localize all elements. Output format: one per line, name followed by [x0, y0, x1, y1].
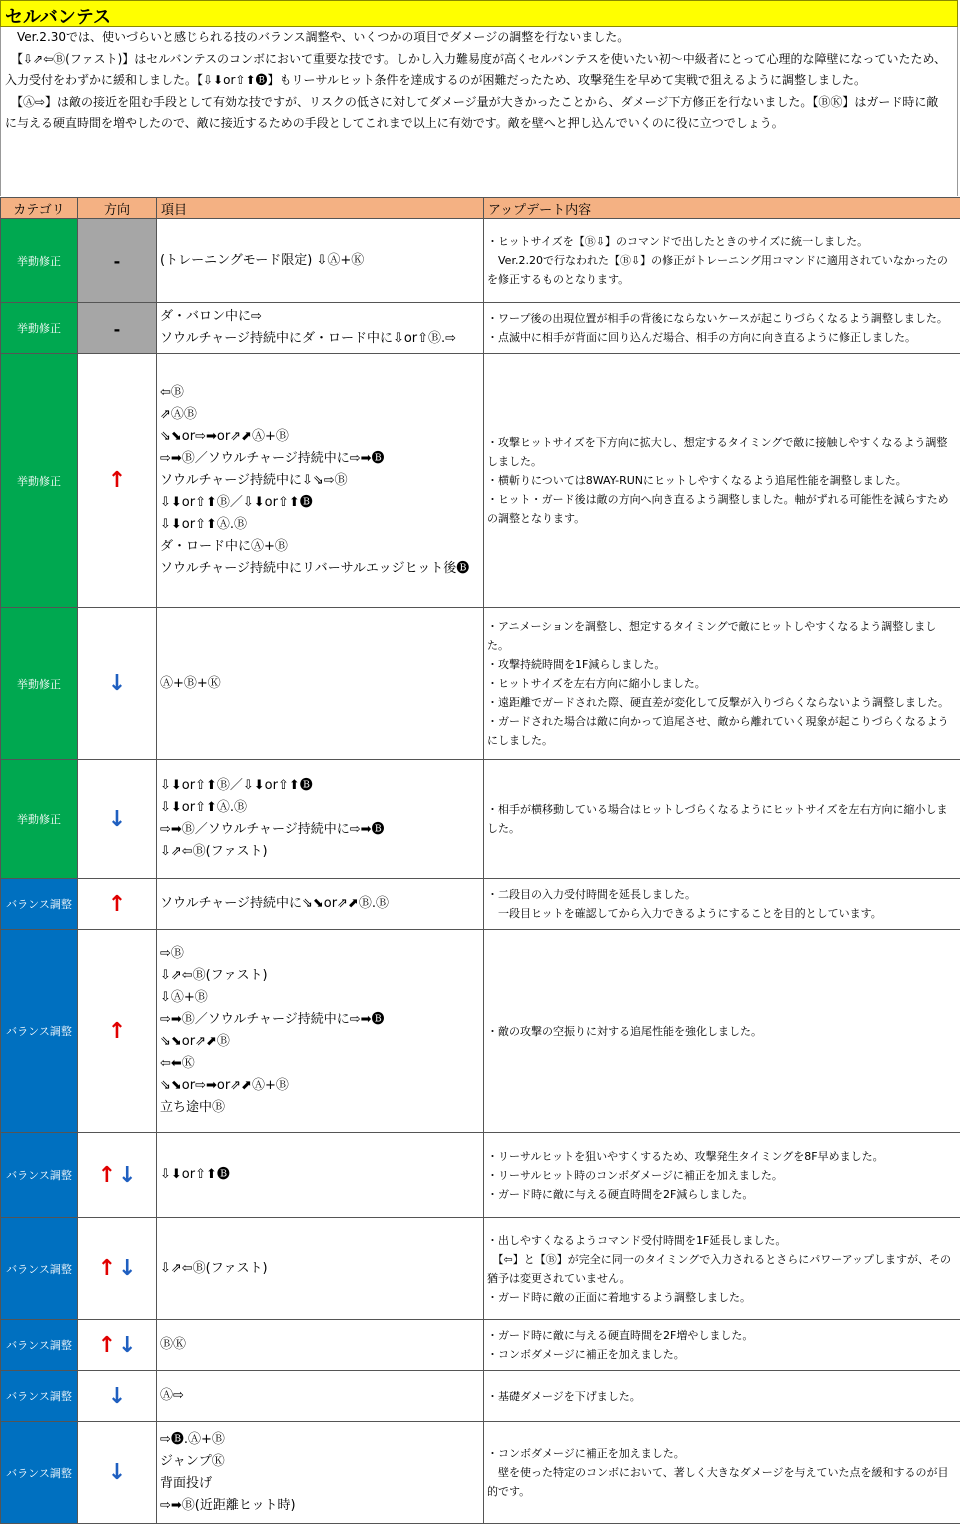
page-title: セルバンテス [5, 7, 112, 28]
category-cell: バランス調整 [1, 930, 78, 1133]
update-cell [484, 1133, 960, 1218]
update-note: 壁を使った特定のコンボにおいて、著しく大きなダメージを与えていた点を緩和するのが目的です。 [487, 1466, 949, 1498]
update-note: ・ヒットサイズを左右方向に縮小しました。 [487, 677, 706, 690]
item-cell [157, 879, 484, 930]
update-note: ・ワープ後の出現位置が相手の背後にならないケースが起こりづらくなるよう調整しました。 [487, 312, 948, 325]
category-cell: バランス調整 [1, 1422, 78, 1524]
direction-cell [78, 303, 157, 354]
command-item: ソウルチャージ持続中に⇩⇘⇨Ⓑ [160, 472, 348, 488]
command-item: ⇨🅑.Ⓐ+Ⓑ [160, 1431, 225, 1447]
category-cell: バランス調整 [1, 1133, 78, 1218]
update-note: Ver.2.20で行なわれた【Ⓑ⇩】の修正がトレーニング用コマンドに適用されていなかったのを修正するものとなります。 [487, 254, 948, 286]
command-item: 立ち途中Ⓑ [160, 1100, 226, 1115]
item-cell [157, 930, 484, 1133]
category-cell: 挙動修正 [1, 760, 78, 879]
command-item: ⇩⬇or⇧⬆Ⓑ／⇩⬇or⇧⬆🅑 [160, 778, 313, 793]
update-note: ・ガード時に敵に与える硬直時間を2F増やしました。 [487, 1329, 754, 1342]
command-item: ⇨➡Ⓑ(近距離ヒット時) [160, 1497, 296, 1513]
item-cell [157, 1422, 484, 1524]
update-note: ・アニメーションを調整し、想定するタイミングで敵にヒットしやすくなるよう調整しました。 [487, 620, 937, 652]
table-row [1, 760, 960, 879]
direction-arrow-icon: ↓ [107, 1460, 127, 1485]
item-cell [157, 1133, 484, 1218]
page-title-bar [0, 0, 958, 27]
category-cell: バランス調整 [1, 1371, 78, 1422]
category-cell: 挙動修正 [1, 608, 78, 760]
update-note: ・ヒット・ガード後は敵の方向へ向き直るよう調整しました。軸がずれる可能性を減らすための調整となります。 [487, 493, 949, 525]
update-cell [484, 219, 960, 303]
update-note: ・ヒットサイズを【Ⓑ⇩】のコマンドで出したときのサイズに統一しました。 [487, 235, 869, 248]
command-item: 背面投げ [160, 1475, 213, 1491]
direction-cell [78, 930, 157, 1133]
command-item: ジャンプⓀ [160, 1453, 225, 1469]
update-cell [484, 1371, 960, 1422]
command-item: ⇩⬇or⇧⬆Ⓑ／⇩⬇or⇧⬆🅑 [160, 494, 313, 510]
update-cell [484, 879, 960, 930]
update-note: ・二段目の入力受付時間を延長しました。 [487, 888, 696, 901]
update-note: 【⇦】と【Ⓑ】が完全に同一のタイミングで入力されるとさらにパワーアップしますが、その猶予は変更されていません。 [487, 1252, 951, 1285]
command-item: ⇦⬅Ⓚ [160, 1056, 195, 1071]
update-cell [484, 930, 960, 1133]
item-cell [157, 608, 484, 760]
update-note: 一段目ヒットを確認してから入力できるようにすることを目的としています。 [487, 907, 882, 920]
command-item: ⇩⇗⇦Ⓑ(ファスト) [160, 1260, 268, 1276]
command-item: ⇩⬇or⇧⬆🅑 [160, 1167, 230, 1182]
item-cell [157, 303, 484, 354]
update-note: ・点滅中に相手が背面に回り込んだ場合、相手の方向に向き直るように修正しました。 [487, 331, 916, 344]
update-cell [484, 1218, 960, 1320]
table-header-row [1, 198, 960, 219]
command-item: ⇩⇗⇦Ⓑ(ファスト) [160, 968, 268, 983]
update-note: ・コンボダメージに補正を加えました。 [487, 1447, 685, 1460]
direction-cell [78, 219, 157, 303]
direction-cell [78, 1218, 157, 1320]
command-item: ⇨➡Ⓑ／ソウルチャージ持続中に⇨➡🅑 [160, 1012, 385, 1027]
item-cell [157, 1320, 484, 1371]
direction-arrow-icon: ↑ [107, 468, 127, 493]
update-cell [484, 760, 960, 879]
table-row [1, 879, 960, 930]
direction-cell [78, 354, 157, 608]
table-row [1, 608, 960, 760]
command-item: ダ・バロン中に⇨ [160, 309, 262, 324]
intro-paragraph: 【Ⓐ⇨】は敵の接近を阻む手段として有効な技ですが、リスクの低さに対してダメージ量が大きかったことから、ダメージ下方修正を行ないました。【ⒷⓀ】はガード時に敵に与える硬直時間を増やしたので、敵に接近するための手段としてこれまで以上に有効です。敵を壁へと押し込んでいくのに役に立つでしょう。 [5, 94, 939, 130]
direction-arrow-icon: ↑ [107, 891, 127, 917]
direction-cell [78, 1320, 157, 1371]
direction-cell [78, 760, 157, 879]
direction-cell [78, 608, 157, 760]
table-row [1, 303, 960, 354]
command-item: ⇩⬇or⇧⬆Ⓐ.Ⓑ [160, 516, 248, 532]
command-item: ⇨Ⓑ [160, 946, 184, 961]
command-item: ⇩Ⓐ+Ⓑ [160, 990, 208, 1005]
update-note: ・敵の攻撃の空振りに対する追尾性能を強化しました。 [487, 1024, 762, 1038]
update-note: ・出しやすくなるようコマンド受付時間を1F延長しました。 [487, 1233, 787, 1247]
update-cell [484, 1422, 960, 1524]
header-direction: 方向 [78, 198, 157, 219]
header-item: 項目 [157, 198, 484, 219]
intro-text [0, 27, 958, 196]
update-note: ・ガードされた場合は敵に向かって追尾させ、敵から離れていく現象が起こりづらくなるようにしました。 [487, 715, 949, 747]
command-item: Ⓐ+Ⓑ+Ⓚ [160, 675, 221, 691]
table-row [1, 1218, 960, 1320]
intro-paragraph: Ver.2.30では、使いづらいと感じられる技のバランス調整や、いくつかの項目でダメージの調整を行ないました。 [5, 30, 630, 44]
update-note: ・基礎ダメージを下げました。 [487, 1389, 641, 1403]
category-cell: バランス調整 [1, 1218, 78, 1320]
update-note: ・ガード時に敵の正面に着地するよう調整しました。 [487, 1290, 751, 1304]
update-note: ・コンボダメージに補正を加えました。 [487, 1348, 685, 1361]
direction-arrow-icon: ↓ [107, 1383, 127, 1409]
direction-cell [78, 1422, 157, 1524]
command-item: ⇨➡Ⓑ／ソウルチャージ持続中に⇨➡🅑 [160, 450, 385, 466]
intro-paragraph: 【⇩⇗⇦Ⓑ(ファスト)】はセルバンテスのコンボにおいて重要な技です。しかし入力難易度が高くセルバンテスを使いたい初～中級者にとって心理的な障壁になっていたため、入力受付をわずかに緩和しました。【⇩⬇or⇧⬆🅑】もリーサルヒット条件を達成するのが困難だったため、攻撃発生を早めて実戦で狙えるように調整しました。 [5, 51, 946, 87]
command-item: Ⓐ⇨ [160, 1388, 184, 1403]
command-item: ソウルチャージ持続中に⇘⬊or⇗⬈Ⓑ.Ⓑ [160, 896, 389, 911]
command-item: ⇘⬊or⇗⬈Ⓑ [160, 1034, 230, 1049]
command-item: ⇗ⒶⒷ [160, 406, 197, 422]
direction-cell [78, 1371, 157, 1422]
command-item: ⇩⇗⇦Ⓑ(ファスト) [160, 844, 268, 859]
direction-cell [78, 1133, 157, 1218]
update-note: ・相手が横移動している場合はヒットしづらくなるようにヒットサイズを左右方向に縮小しました。 [487, 803, 948, 835]
item-cell [157, 1218, 484, 1320]
item-cell [157, 1371, 484, 1422]
command-item: (トレーニングモード限定) ⇩Ⓐ+Ⓚ [160, 252, 365, 268]
command-item: ⒷⓀ [160, 1337, 187, 1352]
command-item: ⇨➡Ⓑ／ソウルチャージ持続中に⇨➡🅑 [160, 822, 385, 837]
command-item: ソウルチャージ持続中にリバーサルエッジヒット後🅑 [160, 560, 470, 576]
direction-arrow-icon: ↑↓ [97, 1256, 137, 1281]
category-cell: バランス調整 [1, 1320, 78, 1371]
item-cell [157, 219, 484, 303]
update-note: ・リーサルヒットを狙いやすくするため、攻撃発生タイミングを8F早めました。 [487, 1149, 884, 1163]
table-row [1, 1133, 960, 1218]
command-item: ダ・ロード中にⒶ+Ⓑ [160, 538, 288, 554]
command-item: ソウルチャージ持続中にダ・ロード中に⇩or⇧Ⓑ.⇨ [160, 331, 457, 346]
direction-cell [78, 879, 157, 930]
command-item: ⇦Ⓑ [160, 384, 184, 400]
direction-arrow-icon: ↓ [107, 671, 127, 696]
update-cell [484, 1320, 960, 1371]
direction-arrow-icon: ↑ [107, 1018, 127, 1044]
category-cell: 挙動修正 [1, 303, 78, 354]
direction-arrow-icon: ↓ [107, 806, 127, 832]
command-item: ⇩⬇or⇧⬆Ⓐ.Ⓑ [160, 800, 248, 815]
dash-icon: - [113, 319, 121, 339]
update-table [0, 197, 960, 1524]
table-row [1, 1371, 960, 1422]
command-item: ⇘⬊or⇨➡or⇗⬈Ⓐ+Ⓑ [160, 428, 289, 444]
table-row [1, 930, 960, 1133]
category-cell: バランス調整 [1, 879, 78, 930]
update-note: ・遠距離でガードされた際、硬直差が変化して反撃が入りづらくならないよう調整しました。 [487, 696, 949, 709]
dash-icon: - [113, 252, 121, 271]
item-cell [157, 760, 484, 879]
update-cell [484, 354, 960, 608]
header-update: アップデート内容 [484, 198, 960, 219]
update-note: ・ガード時に敵に与える硬直時間を2F減らしました。 [487, 1187, 754, 1201]
update-note: ・リーサルヒット時のコンボダメージに補正を加えました。 [487, 1168, 783, 1182]
table-row [1, 219, 960, 303]
direction-arrow-icon: ↑↓ [97, 1332, 137, 1358]
table-row [1, 1320, 960, 1371]
update-note: ・攻撃持続時間を1F減らしました。 [487, 658, 666, 671]
update-note: ・攻撃ヒットサイズを下方向に拡大し、想定するタイミングで敵に接触しやすくなるよう調整しました。 [487, 436, 948, 468]
update-cell [484, 303, 960, 354]
command-item: ⇘⬊or⇨➡or⇗⬈Ⓐ+Ⓑ [160, 1078, 289, 1093]
direction-arrow-icon: ↑↓ [97, 1162, 137, 1188]
table-row [1, 354, 960, 608]
table-row [1, 1422, 960, 1524]
update-cell [484, 608, 960, 760]
update-note: ・横斬りについては8WAY-RUNにヒットしやすくなるよう追尾性能を調整しました。 [487, 474, 907, 487]
header-category: カテゴリ [1, 198, 78, 219]
category-cell: 挙動修正 [1, 354, 78, 608]
category-cell: 挙動修正 [1, 219, 78, 303]
item-cell [157, 354, 484, 608]
